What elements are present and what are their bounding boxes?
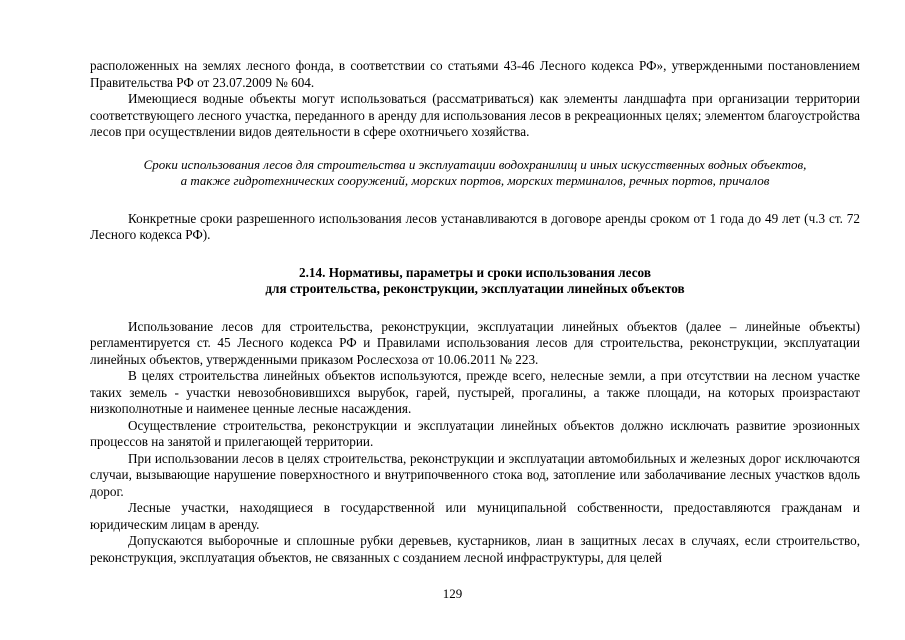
italic-heading-line-2: а также гидротехнических сооружений, морских портов, морских терминалов, речных портов, причалов [180,173,770,188]
paragraph-terms: Конкретные сроки разрешенного использования лесов устанавливаются в договоре аренды сроком от 1 года до 49 лет (ч.3 ст. 72 Лесного кодекса РФ). [90,210,860,242]
paragraph-water-objects: Имеющиеся водные объекты могут использоваться (рассматриваться) как элементы ландшафта при организации территории соответствующего лесного участка, переданного в аренду для использования лесов в рекреационных целях; элементом благоустройства лесов при осуществлении видов деятельности в сфере охотничьего хозяйства. [90,91,860,139]
page-body [90,58,860,566]
section-title-line-1: 2.14. Нормативы, параметры и сроки использования лесов [299,264,651,280]
paragraph-lease: Лесные участки, находящиеся в государственной или муниципальной собственности, предоставляются гражданам и юридическим лицам в аренду. [90,500,860,532]
paragraph-continuation: расположенных на землях лесного фонда, в соответствии со статьями 43-46 Лесного кодекса РФ», утвержденными постановлением Правительства РФ от 23.07.2009 № 604. [90,58,860,90]
italic-heading-line-1: Сроки использования лесов для строительства и эксплуатации водохранилищ и иных искусственных водных объектов, [143,156,807,172]
section-title-line-2: для строительства, реконструкции, эксплуатации линейных объектов [265,281,685,296]
paragraph-regulation: Использование лесов для строительства, реконструкции, эксплуатации линейных объектов (далее – линейные объекты) регламентируется ст. 45 Лесного кодекса РФ и Правилами использования лесов для строительства, реконструкции, эксплуатации линейных объектов, утвержденными приказом Рослесхоза от 10.06.2011 № 223. [90,318,860,367]
page-number: 129 [442,586,463,601]
paragraph-felling: Допускаются выборочные и сплошные рубки деревьев, кустарников, лиан в защитных лесах в случаях, если строительство, реконструкция, эксплуатация объектов, не связанных с созданием лесной инфраструктуры, для целей [90,533,860,565]
paragraph-roads: При использовании лесов в целях строительства, реконструкции и эксплуатации автомобильных и железных дорог исключаются случаи, вызывающие нарушение поверхностного и внутрипочвенного стока вод, затопление или заболачивание лесных участков вдоль дорог. [90,450,860,499]
paragraph-erosion: Осуществление строительства, реконструкции и эксплуатации линейных объектов должно исключать развитие эрозионных процессов на занятой и прилегающей территории. [90,417,860,449]
paragraph-land-use: В целях строительства линейных объектов используются, прежде всего, нелесные земли, а при отсутствии на лесном участке таких земель - участки невозобновившихся вырубок, гарей, пустырей, прогалины, а также площади, на которых произрастают низкополнотные и наименее ценные лесные насаждения. [90,368,860,416]
